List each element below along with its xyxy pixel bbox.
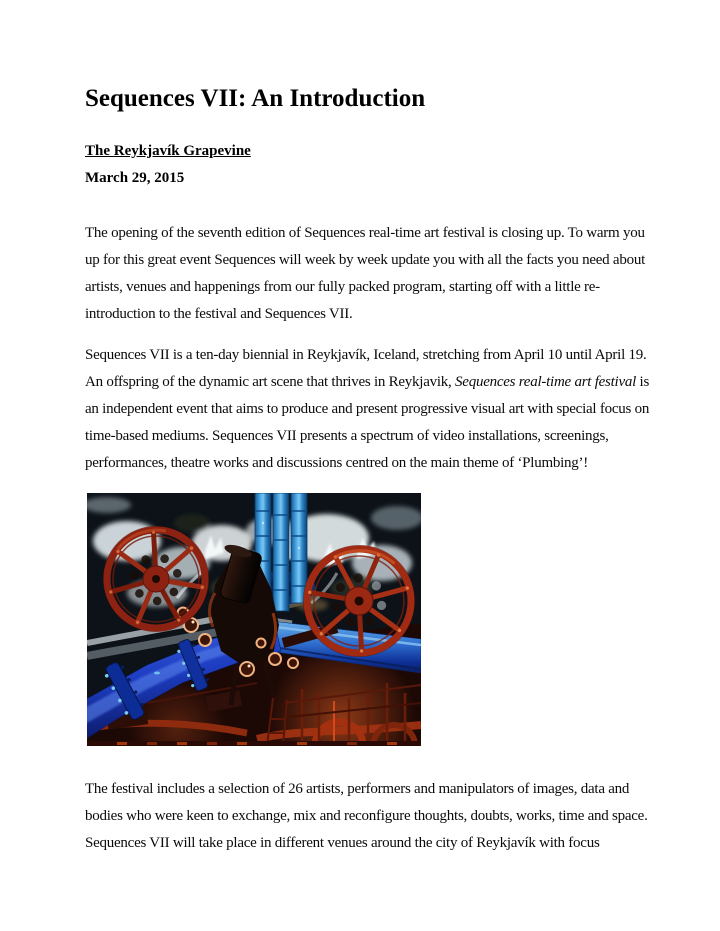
- article-title: Sequences VII: An Introduction: [85, 85, 426, 112]
- article-source-link[interactable]: The Reykjavík Grapevine: [85, 143, 251, 159]
- text-run: is an independent event that aims to produce and present progressive visual art with special focus on time-based mediums. Sequences VII presents a spectrum of video installations, screenings, performances, theatre works and discussions centred on the main theme of ‘Plumbing’!: [85, 374, 650, 471]
- paragraph: [85, 342, 657, 477]
- paragraph: [85, 220, 657, 328]
- article-date: March 29, 2015: [85, 170, 185, 186]
- paragraph: [85, 776, 657, 857]
- text-run: Sequences VII is a ten-day biennial in Reykjavík, Iceland, stretching from April 10 until April 19. An offspring of the dynamic art scene that thrives in Reykjavik,: [85, 347, 647, 390]
- italic-text: Sequences real-time art festival: [455, 374, 637, 390]
- text-run: The opening of the seventh edition of Sequences real-time art festival is closing up. To warm you up for this great event Sequences will week by week update you with all the facts you need about artists, venues and happenings from our fully packed program, starting off with a little re-introduction to the festival and Sequences VII.: [85, 225, 645, 322]
- text-run: The festival includes a selection of 26 artists, performers and manipulators of images, data and bodies who were keen to exchange, mix and reconfigure thoughts, doubts, works, time and space. Sequences VII will take place in different venues around the city of Reykjavík with focus: [85, 781, 648, 851]
- article-image: [87, 493, 421, 746]
- article-body: [85, 220, 657, 857]
- collage-illustration: [87, 493, 421, 746]
- article: [0, 84, 720, 857]
